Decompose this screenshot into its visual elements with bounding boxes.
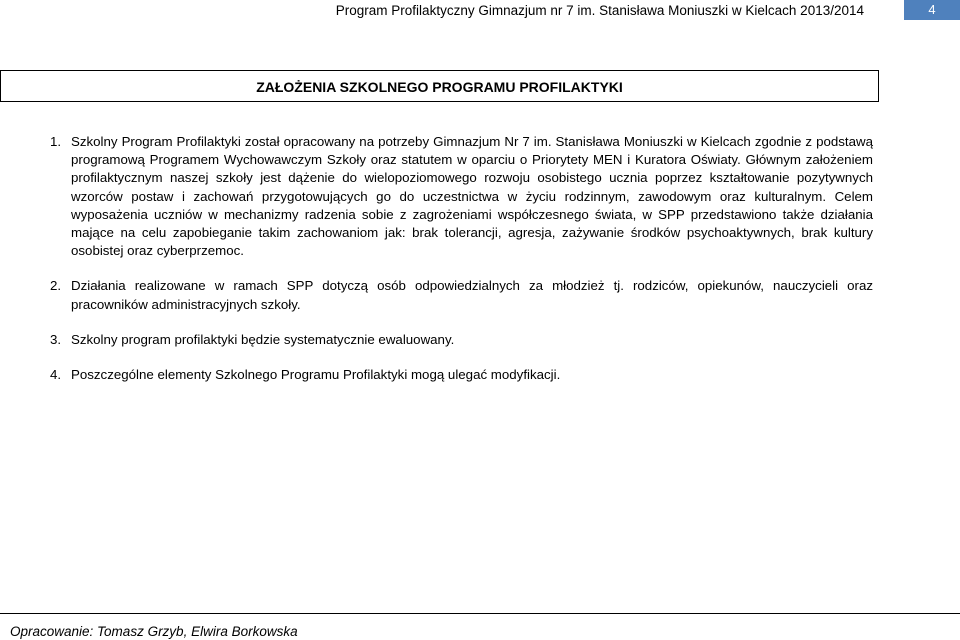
- list-item-number: 4.: [50, 367, 62, 383]
- list-item-text: Szkolny Program Profilaktyki został opracowany na potrzeby Gimnazjum Nr 7 im. Stanisława Moniuszki w Kielcach zgodnie z podstawą programową Programem Wychowawczym Szkoły oraz statutem w oparciu o Priorytety MEN i Kuratora Oświaty. Głównym założeniem profilaktycznym naszej szkoły jest dążenie do wielopoziomowego rozwoju osobistego ucznia poprzez kształtowanie pozytywnych wzorców postaw i zachowań przygotowujących go do uczestnictwa w życiu rodzinnym, zawodowym oraz kulturalnym. Celem wyposażenia uczniów w mechanizmy radzenia sobie z zagrożeniami współczesnego świata, w SPP przedstawiono także działania mające na celu zapobieganie takim zachowaniom jak: brak tolerancji, agresja, zażywanie środków psychoaktywnych, brak kultury osobistej oraz cyberprzemoc.: [71, 134, 873, 259]
- list-item: [50, 277, 873, 313]
- list-item: [50, 331, 873, 349]
- section-title: ZAŁOŻENIA SZKOLNEGO PROGRAMU PROFILAKTYKI: [256, 79, 623, 95]
- list-item-text: Szkolny program profilaktyki będzie systematycznie ewaluowany.: [71, 331, 455, 347]
- list-item-text: Działania realizowane w ramach SPP dotyczą osób odpowiedzialnych za młodzież tj. rodziców, opiekunów, nauczycieli oraz pracowników administracyjnych szkoły.: [71, 278, 873, 312]
- footer-divider: [0, 613, 960, 614]
- numbered-list: [50, 133, 873, 401]
- list-item-number: 1.: [50, 134, 62, 149]
- list-item-number: 2.: [50, 278, 62, 294]
- list-item: [50, 366, 873, 384]
- header-title: Program Profilaktyczny Gimnazjum nr 7 im. Stanisława Moniuszki w Kielcach 2013/2014: [335, 3, 864, 18]
- page-number-badge: 4: [904, 0, 960, 20]
- list-item-text: Poszczególne elementy Szkolnego Programu Profilaktyki mogą ulegać modyfikacji.: [71, 367, 561, 383]
- list-item-number: 3.: [50, 331, 62, 347]
- list-item: [50, 133, 873, 260]
- section-title-box: [0, 70, 879, 102]
- footer-text: Opracowanie: Tomasz Grzyb, Elwira Borkowska: [10, 624, 298, 639]
- page-header: [0, 0, 960, 24]
